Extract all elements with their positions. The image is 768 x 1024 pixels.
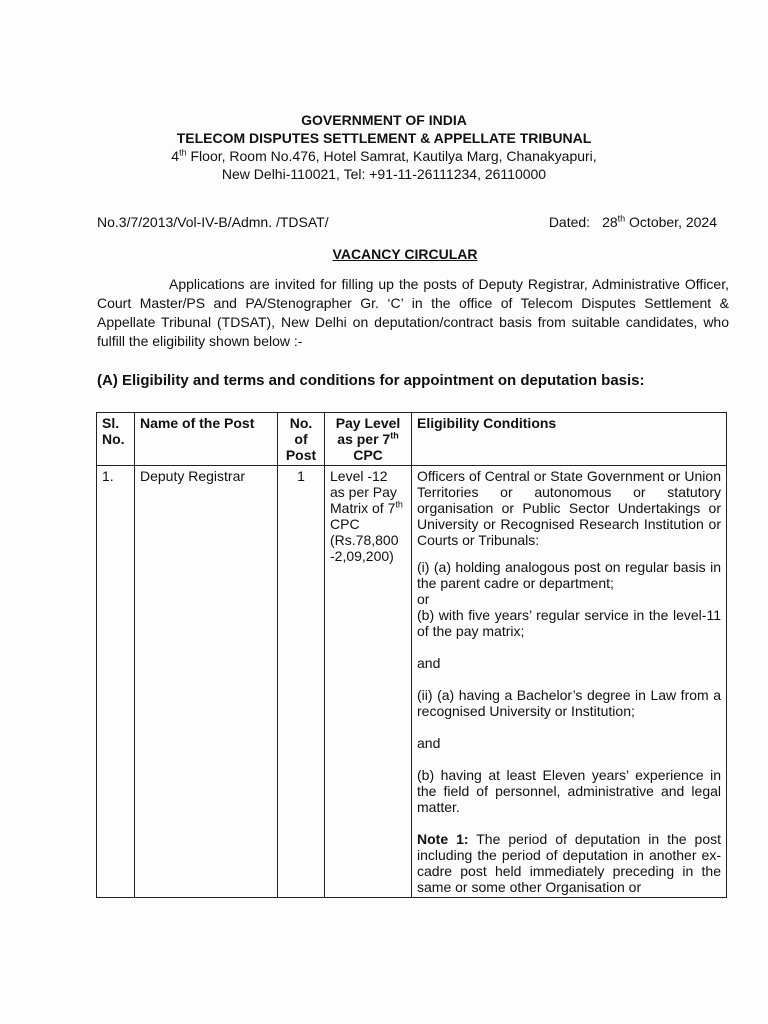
row-pay-level (325, 466, 412, 898)
table-header-row (97, 413, 727, 466)
address-line-2: New Delhi-110021, Tel: +91-11-26111234, 26110000 (221, 166, 547, 182)
pay-level-sup: th (395, 499, 403, 510)
cond-ii-b: (b) having at least Eleven years’ experience in the field of personnel, administrative and legal matter. (417, 767, 721, 815)
header-pay-level (325, 413, 412, 466)
tribunal-title: TELECOM DISPUTES SETTLEMENT & APPELLATE TRIBUNAL (176, 130, 592, 146)
header-post-name: Name of the Post (135, 413, 278, 466)
pay-header-pre: Pay Level as per 7 (335, 415, 401, 447)
header-eligibility: Eligibility Conditions (412, 413, 727, 466)
header-no-of-post: No. of Post (278, 413, 325, 466)
dated-label: Dated: (548, 214, 591, 230)
circular-title: VACANCY CIRCULAR (332, 246, 478, 262)
floor-number: 4 (171, 148, 180, 164)
cond-i-b: (b) with five years’ regular service in the level-11 of the pay matrix; (417, 607, 721, 639)
header-sl-no: Sl. No. (97, 413, 135, 466)
cond-and-2: and (417, 735, 441, 751)
pay-level-b: CPC (Rs.78,800 -2,09,200) (330, 516, 399, 564)
intro-paragraph: Applications are invited for filling up the posts of Deputy Registrar, Administrative Officer, Court Master/PS and PA/Stenographer Gr. ‘C’ in the office of Telecom Disputes Settlement & Appellate Tribunal (TDSAT), New Delhi on deputation/contract basis from suitable candidates, who fulfill the eligibility shown below :- (97, 276, 729, 349)
date-block (549, 214, 717, 230)
cond-and-1: and (417, 655, 441, 671)
row-sl-no: 1. (97, 466, 135, 898)
govt-title: GOVERNMENT OF INDIA (301, 112, 467, 128)
date-rest: October, 2024 (625, 214, 717, 230)
address-line-1 (0, 147, 768, 165)
cond-intro: Officers of Central or State Government or Union Territories or autonomous or statutory organisation or Public Sector Undertakings or University or Recognised Research Institution or Courts or Tribunals: (417, 468, 721, 548)
date-day: 28 (602, 214, 618, 230)
pay-level-a: Level -12 as per Pay Matrix of 7 (330, 468, 397, 516)
cond-i-a: (i) (a) holding analogous post on regular basis in the parent cadre or department; (417, 559, 721, 591)
reference-number: No.3/7/2013/Vol-IV-B/Admn. /TDSAT/ (97, 214, 329, 230)
row-eligibility (412, 466, 727, 898)
section-a-heading: (A) Eligibility and terms and conditions for appointment on deputation basis: (97, 372, 645, 389)
pay-header-post: CPC (353, 447, 383, 463)
table-row (97, 466, 727, 898)
note-text: The period of deputation in the post including the period of deputation in another ex-cadre post held immediately preceding in the same or some other Organisation or (417, 831, 721, 895)
pay-header-sup: th (390, 430, 399, 441)
letterhead (0, 111, 768, 183)
vacancy-table (96, 412, 727, 898)
cond-ii-a: (ii) (a) having a Bachelor’s degree in Law from a recognised University or Institution; (417, 687, 721, 719)
floor-superscript: th (179, 147, 187, 158)
row-no-of-post: 1 (278, 466, 325, 898)
cond-note-1 (417, 831, 721, 895)
date-superscript: th (617, 213, 626, 224)
row-post-name: Deputy Registrar (135, 466, 278, 898)
cond-or: or (417, 591, 430, 607)
note-label: Note 1: (417, 831, 469, 847)
address-rest: Floor, Room No.476, Hotel Samrat, Kautilya Marg, Chanakyapuri, (186, 148, 597, 164)
